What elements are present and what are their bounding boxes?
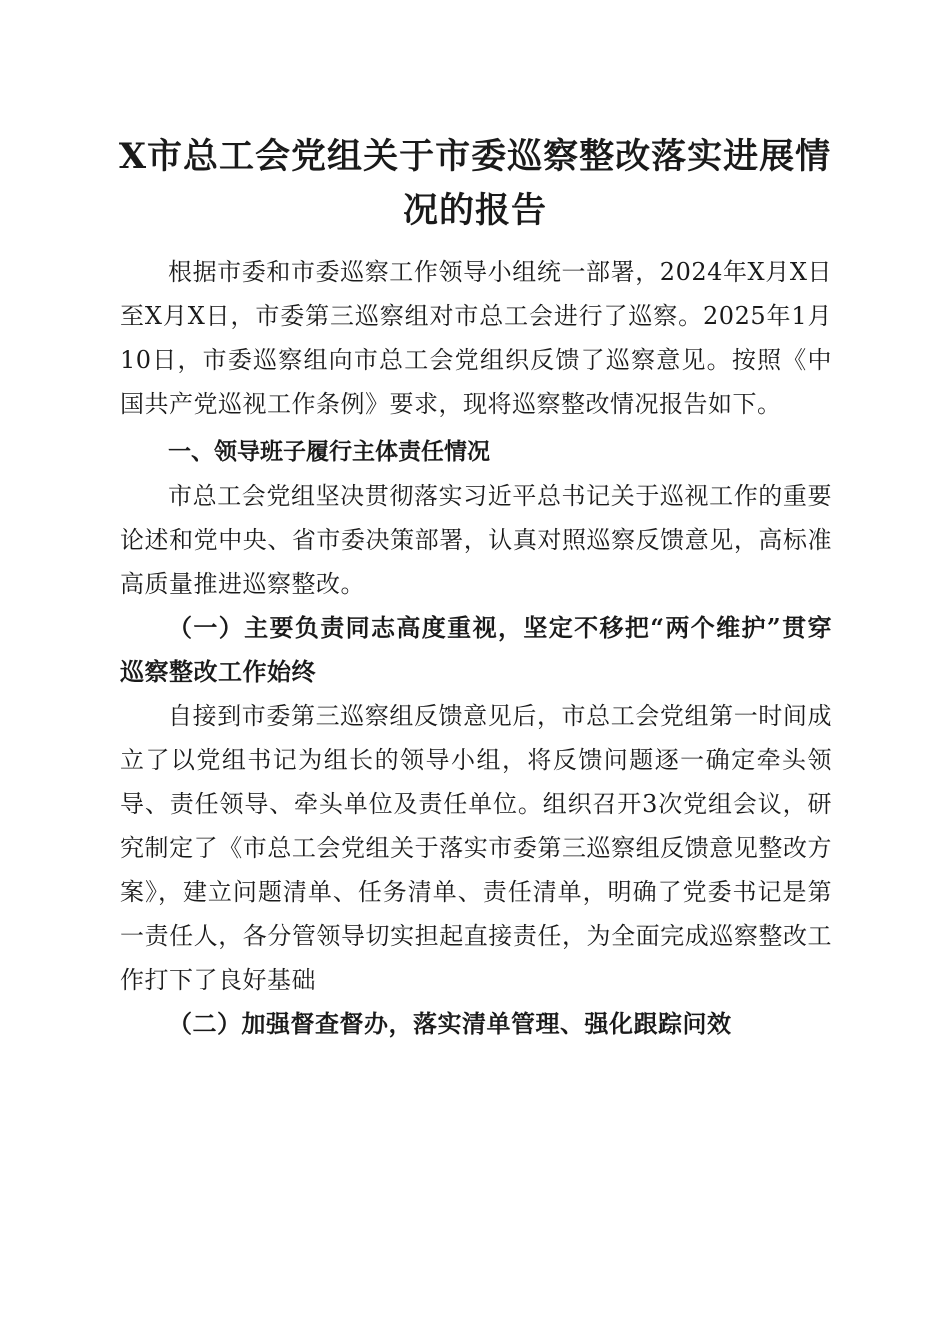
- document-body: [120, 250, 832, 1046]
- subsection-1-paragraph: 自接到市委第三巡察组反馈意见后，市总工会党组第一时间成立了以党组书记为组长的领导小组，将反馈问题逐一确定牵头领导、责任领导、牵头单位及责任单位。组织召开3次党组会议，研究制定了《市总工会党组关于落实市委第三巡察组反馈意见整改方案》，建立问题清单、任务清单、责任清单，明确了党委书记是第一责任人，各分管领导切实担起直接责任，为全面完成巡察整改工作打下了良好基础: [120, 702, 832, 994]
- subsection-2-heading: （二）加强督查督办，落实清单管理、强化跟踪问效: [168, 1009, 732, 1038]
- section-1-heading: 一、领导班子履行主体责任情况: [168, 439, 490, 465]
- subsection-1-heading: （一）主要负责同志高度重视，坚定不移把“两个维护”贯穿巡察整改工作始终: [120, 613, 832, 686]
- document-title: X市总工会党组关于市委巡察整改落实进展情况的报告: [118, 136, 832, 231]
- intro-paragraph: 根据市委和市委巡察工作领导小组统一部署，2024年X月X日至X月X日，市委第三巡察组对市总工会进行了巡察。2025年1月10日，市委巡察组向市总工会党组织反馈了巡察意见。按照《中国共产党巡视工作条例》要求，现将巡察整改情况报告如下。: [120, 258, 832, 418]
- section-1-paragraph: 市总工会党组坚决贯彻落实习近平总书记关于巡视工作的重要论述和党中央、省市委决策部署，认真对照巡察反馈意见，高标准高质量推进巡察整改。: [120, 482, 832, 598]
